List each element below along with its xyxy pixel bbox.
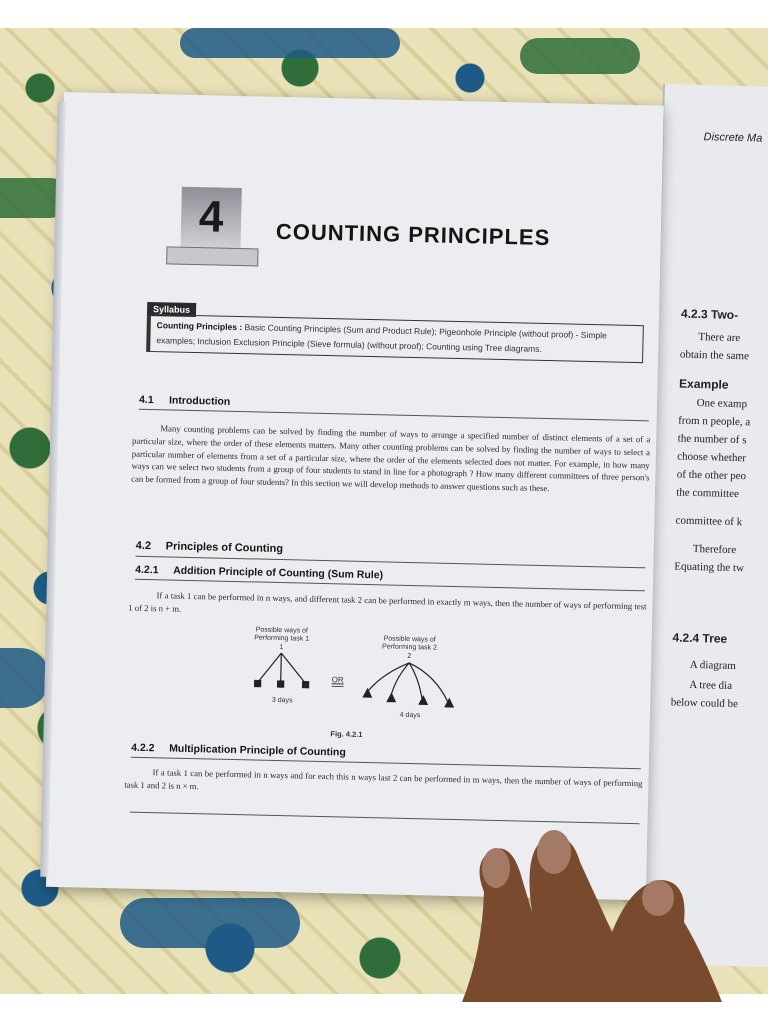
chapter-title: COUNTING PRINCIPLES bbox=[275, 218, 551, 251]
tree-leaf bbox=[445, 699, 453, 707]
right-page-line: There are bbox=[698, 331, 741, 345]
right-tree bbox=[363, 662, 454, 707]
right-page-header: Discrete Ma bbox=[703, 131, 763, 145]
section-title: Introduction bbox=[168, 394, 231, 408]
cloth-pattern bbox=[180, 28, 400, 58]
section-title: Addition Principle of Counting (Sum Rule) bbox=[173, 564, 384, 582]
figure-right-caption: Possible ways of Performing task 2 bbox=[381, 635, 437, 652]
cloth-pattern bbox=[520, 38, 640, 74]
tree-leaf bbox=[363, 689, 371, 697]
syllabus-tag: Syllabus bbox=[147, 302, 196, 317]
book-page bbox=[46, 92, 664, 900]
right-page-line: 4.2.4 Tree bbox=[672, 630, 728, 646]
tree-leaf bbox=[387, 693, 395, 701]
figure-left-days: 3 days bbox=[271, 696, 293, 705]
section-heading-4-2-2 bbox=[131, 742, 346, 759]
section-number: 4.2.1 bbox=[135, 563, 159, 577]
right-page-line: Example bbox=[678, 376, 729, 392]
section-number: 4.2.2 bbox=[131, 741, 155, 755]
section-rule bbox=[139, 409, 649, 422]
right-page-line: the number of s bbox=[677, 432, 747, 447]
tree-leaf bbox=[278, 681, 284, 687]
syllabus-text: Basic Counting Principles (Sum and Product Rule); Pigeonhole Principle (without proof) - Simple examples; Inclusion Exclusion Principle (Sieve formula) (without proof); Counting using Tree diagrams. bbox=[156, 322, 607, 354]
hand bbox=[462, 822, 762, 1002]
intro-paragraph: Many counting problems can be solved by finding the number of ways to arrange a specified number of distinct elements of a set of a particular size, where the order of these elements matters. Many other counting problems can be solved by finding the number of ways to select a particular number of elements from a set of a particular size, where the order of the elements selected does not matter. For example, in how many ways can we select two students from a group of four students to stand in line for a photograph ? How many different committees of three person's can be formed from a group of four students? In this section we will develop methods to answer questions such as these. bbox=[131, 423, 651, 494]
section-number: 4.2 bbox=[135, 539, 152, 553]
right-page-line: below could be bbox=[670, 696, 739, 711]
right-page-line: A diagram bbox=[689, 658, 737, 673]
section-number: 4.1 bbox=[138, 393, 154, 407]
right-page-line: Equating the tw bbox=[674, 560, 745, 575]
right-page-line: obtain the same bbox=[679, 348, 750, 363]
tree-leaf bbox=[419, 696, 427, 704]
chapter-ribbon bbox=[166, 246, 258, 266]
section-heading-4-1 bbox=[139, 394, 230, 408]
right-page-line: One examp bbox=[696, 396, 748, 411]
figure-or-label: OR bbox=[331, 675, 344, 685]
section-heading-4-2 bbox=[136, 540, 284, 555]
cloth-pattern bbox=[120, 898, 300, 948]
right-page-line: the committee bbox=[676, 486, 740, 501]
right-page-line: choose whether bbox=[677, 450, 747, 465]
product-rule-paragraph: If a task 1 can be performed in n ways and for each this n ways last 2 can be performed in m ways, then the number of ways of performing task 1 and 2 is n × m. bbox=[124, 767, 643, 792]
figure-label: Fig. 4.2.1 bbox=[330, 729, 363, 739]
right-page-line: Therefore bbox=[692, 542, 737, 557]
figure-right-days: 4 days bbox=[399, 711, 421, 720]
right-page-line: of the other peo bbox=[676, 468, 747, 483]
sum-rule-paragraph: If a task 1 can be performed in n ways, and different task 2 can be performed in exactly m ways, then the number of ways of performing test 1 of 2 is n + m. bbox=[128, 590, 647, 614]
chapter-number: 4 bbox=[198, 192, 224, 242]
tree-leaf bbox=[255, 680, 261, 686]
right-page-line: A tree dia bbox=[689, 678, 733, 693]
figure-left-node: 1 bbox=[279, 644, 284, 652]
section-title: Multiplication Principle of Counting bbox=[168, 742, 346, 759]
right-page-line: from n people, a bbox=[678, 414, 751, 429]
section-rule bbox=[135, 579, 645, 592]
cloth-pattern bbox=[0, 648, 50, 708]
syllabus-lead: Counting Principles : bbox=[156, 320, 243, 333]
figure-right-node: 2 bbox=[407, 652, 412, 661]
section-title: Principles of Counting bbox=[165, 540, 284, 556]
right-page-line: 4.2.3 Two- bbox=[680, 306, 739, 323]
right-page-line: committee of k bbox=[675, 514, 743, 529]
left-tree bbox=[255, 652, 310, 687]
syllabus-box bbox=[146, 314, 644, 363]
chapter-number-badge bbox=[181, 187, 242, 248]
tree-leaf bbox=[303, 682, 309, 688]
figure-left-caption: Possible ways of Performing task 1 bbox=[254, 626, 310, 643]
